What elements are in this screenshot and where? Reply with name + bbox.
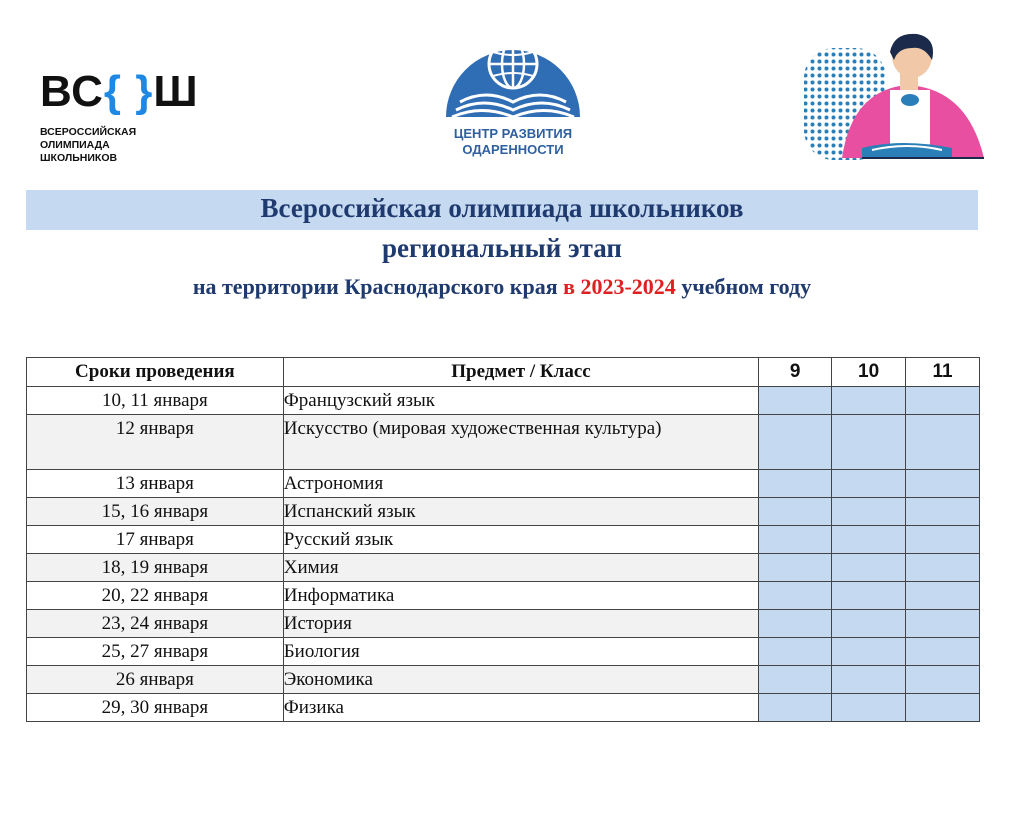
row-date: 20, 22 января — [27, 582, 284, 610]
grade-11-cell — [906, 694, 980, 722]
page-region-year: на территории Краснодарского края в 2023-2024 учебном году — [192, 274, 812, 299]
grade-10-cell — [832, 610, 906, 638]
grade-9-cell — [759, 387, 832, 415]
table-row — [27, 387, 980, 415]
grade-11-cell — [906, 470, 980, 498]
header-grade-10: 10 — [832, 358, 906, 387]
grade-11-cell — [906, 610, 980, 638]
row-date: 23, 24 января — [27, 610, 284, 638]
header-grade-9: 9 — [759, 358, 832, 387]
grade-11-cell — [906, 582, 980, 610]
header-grade-11: 11 — [906, 358, 980, 387]
vsosh-logo-subtitle: ВСЕРОССИЙСКАЯ ОЛИМПИАДА ШКОЛЬНИКОВ — [40, 126, 137, 164]
grade-10-cell — [832, 415, 906, 470]
row-subject: Химия — [283, 554, 758, 582]
row-date: 15, 16 января — [27, 498, 284, 526]
table-row — [27, 498, 980, 526]
talent-center-name: ЦЕНТР РАЗВИТИЯ ОДАРЕННОСТИ — [453, 126, 573, 157]
grade-11-cell — [906, 638, 980, 666]
grade-9-cell — [759, 470, 832, 498]
grade-9-cell — [759, 582, 832, 610]
table-row — [27, 638, 980, 666]
table-row — [27, 582, 980, 610]
grade-10-cell — [832, 387, 906, 415]
row-date: 26 января — [27, 666, 284, 694]
grade-10-cell — [832, 470, 906, 498]
vsosh-logo — [40, 67, 230, 165]
row-subject: Испанский язык — [283, 498, 758, 526]
vsosh-logo-mark: ВС { } Ш — [40, 67, 199, 116]
grade-11-cell — [906, 554, 980, 582]
row-subject: Биология — [283, 638, 758, 666]
header-subject: Предмет / Класс — [283, 358, 758, 387]
table-row — [27, 470, 980, 498]
table-row — [27, 526, 980, 554]
grade-11-cell — [906, 526, 980, 554]
grade-9-cell — [759, 554, 832, 582]
table-row — [27, 610, 980, 638]
grade-9-cell — [759, 415, 832, 470]
grade-11-cell — [906, 498, 980, 526]
grade-10-cell — [832, 694, 906, 722]
grade-9-cell — [759, 498, 832, 526]
row-subject: Искусство (мировая художественная культура) — [283, 415, 758, 470]
grade-10-cell — [832, 554, 906, 582]
table-row — [27, 554, 980, 582]
page-title: Всероссийская олимпиада школьников — [260, 193, 744, 223]
globe-book-icon — [438, 22, 588, 122]
grade-10-cell — [832, 666, 906, 694]
row-subject: Информатика — [283, 582, 758, 610]
header-dates: Сроки проведения — [27, 358, 284, 387]
table-row — [27, 415, 980, 470]
row-date: 10, 11 января — [27, 387, 284, 415]
grade-11-cell — [906, 387, 980, 415]
talent-center-logo — [430, 22, 596, 158]
table-header-row — [27, 358, 980, 387]
grade-9-cell — [759, 526, 832, 554]
grade-10-cell — [832, 498, 906, 526]
grade-10-cell — [832, 638, 906, 666]
grade-9-cell — [759, 694, 832, 722]
row-subject: Физика — [283, 694, 758, 722]
schedule-table — [26, 357, 980, 722]
row-date: 29, 30 января — [27, 694, 284, 722]
row-date: 13 января — [27, 470, 284, 498]
row-date: 17 января — [27, 526, 284, 554]
row-subject: Русский язык — [283, 526, 758, 554]
row-subject: Французский язык — [283, 387, 758, 415]
school-year: в 2023-2024 — [563, 274, 676, 299]
grade-10-cell — [832, 526, 906, 554]
reading-student-illustration — [802, 30, 992, 165]
table-row — [27, 666, 980, 694]
grade-9-cell — [759, 638, 832, 666]
row-subject: История — [283, 610, 758, 638]
row-subject: Экономика — [283, 666, 758, 694]
row-date: 18, 19 января — [27, 554, 284, 582]
row-date: 25, 27 января — [27, 638, 284, 666]
grade-9-cell — [759, 666, 832, 694]
grade-10-cell — [832, 582, 906, 610]
grade-11-cell — [906, 415, 980, 470]
row-subject: Астрономия — [283, 470, 758, 498]
grade-11-cell — [906, 666, 980, 694]
table-row — [27, 694, 980, 722]
grade-9-cell — [759, 610, 832, 638]
row-date: 12 января — [27, 415, 284, 470]
page-subtitle: региональный этап — [382, 233, 622, 263]
